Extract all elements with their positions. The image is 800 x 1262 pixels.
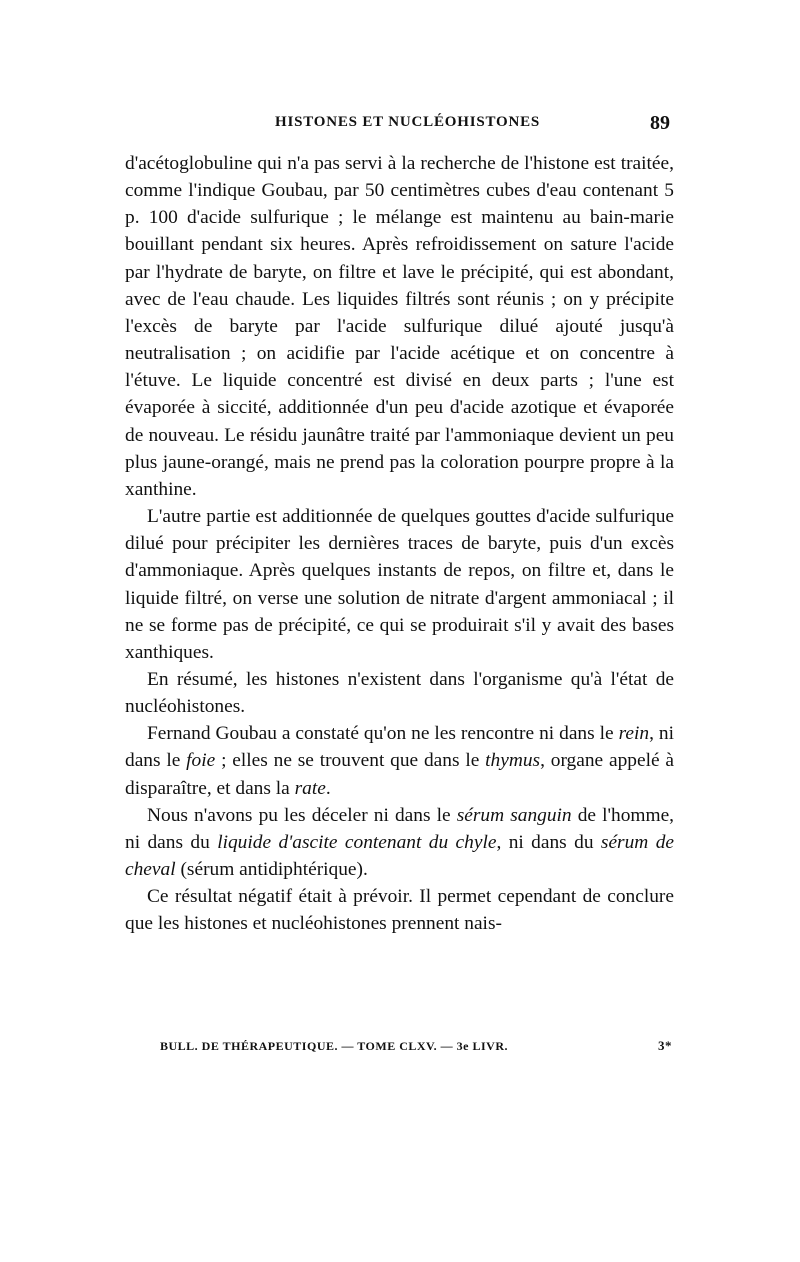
paragraph-4 bbox=[125, 720, 674, 801]
italic-serum-cheval: sérum de cheval bbox=[125, 831, 674, 881]
italic-rein: rein bbox=[618, 723, 650, 745]
italic-foie: foie bbox=[186, 750, 216, 772]
paragraph-2 bbox=[125, 503, 674, 666]
italic-thymus: thymus bbox=[485, 750, 541, 772]
running-head bbox=[125, 114, 670, 138]
paragraph-4-text-d: , organe appelé à disparaître, et dans la bbox=[125, 750, 674, 799]
paragraph-6-text: Ce résultat négatif était à prévoir. Il permet cependant de conclure que les histones et nucléohistones prennent nais- bbox=[125, 886, 674, 935]
italic-liquide-ascite: liquide d'ascite contenant du chyle bbox=[217, 831, 497, 853]
paragraph-2-text: L'autre partie est additionnée de quelques gouttes d'acide sulfurique dilué pour précipiter les dernières traces de baryte, puis d'un excès d'ammoniaque. Après quelques instants de repos, on filtre et, dans le liquide filtré, on verse une solution de nitrate d'argent ammoniacal ; il ne se forme pas de précipité, ce qui se produirait s'il y avait des bases xanthiques. bbox=[125, 506, 674, 663]
paragraph-4-text-a: Fernand Goubau a constaté qu'on ne les rencontre ni dans le bbox=[147, 723, 619, 745]
paragraph-1 bbox=[125, 150, 674, 503]
page-number: 89 bbox=[650, 112, 670, 134]
footer-signature: BULL. DE THÉRAPEUTIQUE. — TOME CLXV. — 3e LIVR. bbox=[160, 1039, 509, 1053]
italic-serum-sanguin: sérum sanguin bbox=[456, 804, 572, 826]
page-footer bbox=[160, 1039, 672, 1059]
paragraph-6 bbox=[125, 883, 674, 937]
paragraph-4-text-e: . bbox=[325, 777, 331, 799]
paragraph-3 bbox=[125, 666, 674, 720]
paragraph-5-text-c: , ni dans du bbox=[496, 831, 601, 853]
footer-sheet-mark: 3* bbox=[658, 1038, 672, 1053]
italic-rate: rate bbox=[294, 777, 326, 799]
paragraph-5 bbox=[125, 802, 674, 883]
paragraph-5-text-a: Nous n'avons pu les déceler ni dans le bbox=[147, 804, 457, 826]
body-text bbox=[125, 150, 674, 938]
paragraph-4-text-b: , ni dans le bbox=[125, 723, 675, 772]
paragraph-5-text-b: de l'homme, ni dans du bbox=[125, 804, 675, 853]
paragraph-3-text: En résumé, les histones n'existent dans l'organisme qu'à l'état de nucléohistones. bbox=[125, 668, 674, 718]
running-title: HISTONES ET NUCLÉOHISTONES bbox=[275, 114, 541, 130]
paragraph-1-text: d'acétoglobuline qui n'a pas servi à la recherche de l'histone est traitée, comme l'indique Goubau, par 50 centimètres cubes d'eau contenant 5 p. 100 d'acide sulfurique ; le mélange est maintenu au bain-marie bouillant pendant six heures. Après refroidissement on sature l'acide par l'hydrate de baryte, on filtre et lave le précipité, qui est abondant, avec de l'eau chaude. Les liquides filtrés sont réunis ; on y précipite l'excès de baryte par l'acide sulfurique dilué ajouté jusqu'à neutralisation ; on acidifie par l'acide acétique et on concentre à l'étuve. Le liquide concentré est divisé en deux parts ; l'une est évaporée à siccité, additionnée d'un peu d'acide azotique et évaporée de nouveau. Le résidu jaunâtre traité par l'ammoniaque devient un peu plus jaune-orangé, mais ne prend pas la coloration pourpre propre à la xanthine. bbox=[125, 153, 674, 500]
paragraph-5-text-d: (sérum antidiphtérique). bbox=[175, 859, 368, 881]
paragraph-4-text-c: ; elles ne se trouvent que dans le bbox=[215, 750, 486, 772]
